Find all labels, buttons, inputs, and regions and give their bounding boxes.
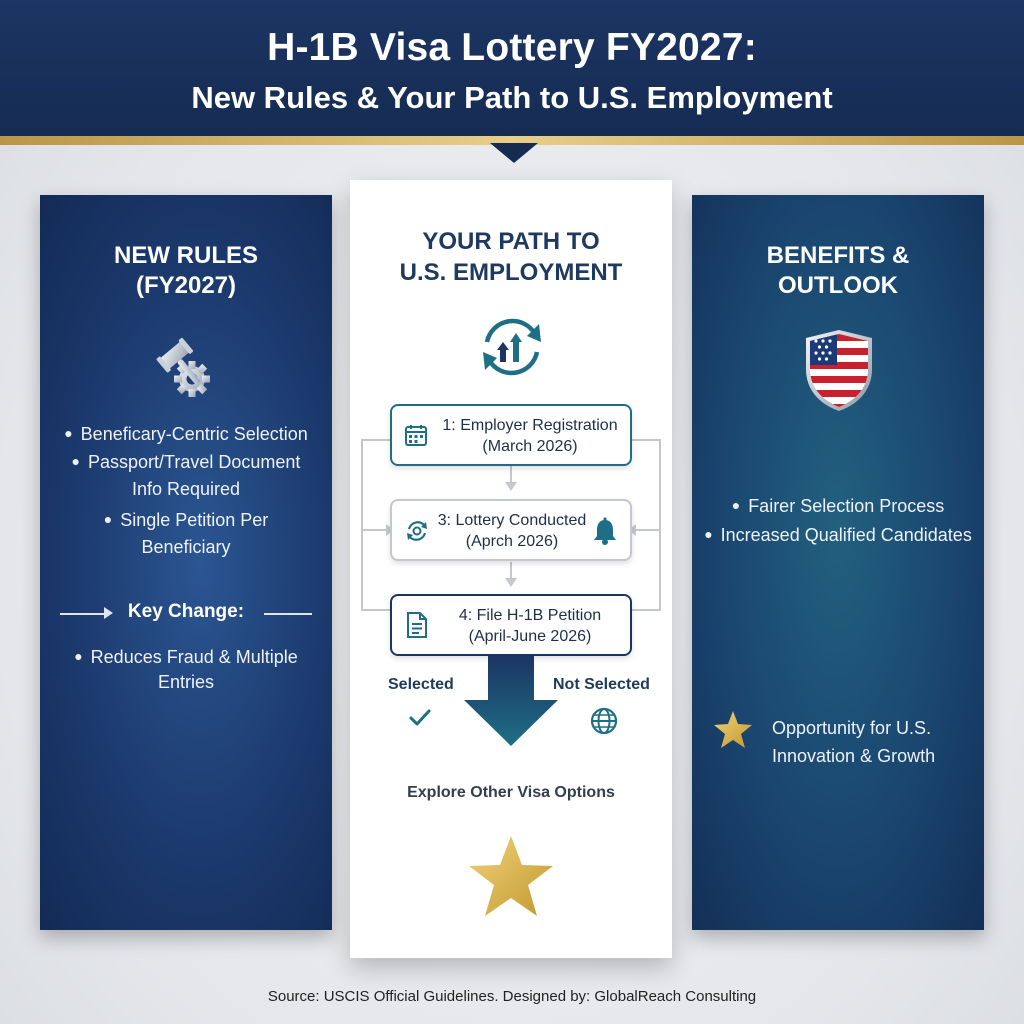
bullet-dot: ●: [704, 526, 713, 542]
step-file-petition: [390, 594, 632, 656]
bullet-text-continued: Info Required: [131, 479, 241, 499]
bullet-text: Fairer Selection Process: [748, 496, 945, 516]
bullet-text-continued: Entries: [157, 672, 215, 692]
list-item: [692, 492, 984, 520]
step-lottery-conducted-text: [430, 510, 594, 552]
small-gold-star-icon: [712, 710, 754, 750]
path-title-line2: U.S. EMPLOYMENT: [399, 259, 623, 286]
opportunity-line1: Opportunity for U.S.: [772, 718, 932, 738]
step-date: (March 2026): [482, 438, 578, 455]
key-change-line-right: [264, 613, 312, 615]
bullet-text: Beneficary-Centric Selection: [80, 424, 308, 444]
bullet-text: Reduces Fraud & Multiple: [90, 647, 298, 667]
new-rules-title-line2: (FY2027): [135, 272, 237, 299]
not-selected-label: Not Selected: [553, 676, 650, 693]
benefits-title-line1: BENEFITS &: [766, 242, 910, 269]
bullet-text: Increased Qualified Candidates: [720, 525, 972, 545]
spin-icon: [404, 518, 430, 544]
explore-options-label: Explore Other Visa Options: [407, 784, 615, 801]
document-icon: [406, 611, 428, 639]
bullet-text: Passport/Travel Document: [88, 452, 301, 472]
list-item: [40, 643, 332, 671]
opportunity-line2: Innovation & Growth: [772, 746, 936, 766]
header-pointer: [490, 143, 538, 163]
selected-label: Selected: [388, 676, 454, 693]
bell-icon: [592, 517, 618, 545]
list-item: [40, 506, 332, 534]
new-rules-panel: [40, 195, 332, 930]
step-label: 1: Employer Registration: [442, 417, 618, 434]
list-item: [40, 448, 332, 476]
source-credit: Source: USCIS Official Guidelines. Designed by: GlobalReach Consulting: [267, 988, 757, 1005]
opportunity-text: [772, 714, 935, 770]
benefits-panel: [692, 195, 984, 930]
path-panel: [350, 180, 672, 958]
step-file-petition-text: [436, 605, 624, 647]
new-rules-title: [40, 241, 332, 301]
bullet-text-continued: Beneficiary: [141, 537, 231, 557]
key-change-heading: [60, 598, 312, 628]
page-subtitle: New Rules & Your Path to U.S. Employment: [191, 80, 833, 115]
path-title-line1: YOUR PATH TO: [422, 228, 600, 255]
step-label: 3: Lottery Conducted: [437, 512, 587, 529]
new-rules-title-line1: NEW RULES: [114, 242, 258, 269]
us-flag-shield-icon: [804, 329, 874, 411]
down-arrow-icon: [462, 656, 560, 748]
page-title: H-1B Visa Lottery FY2027:: [267, 26, 757, 69]
globe-icon: [589, 706, 619, 736]
list-item: [40, 420, 332, 448]
list-item: [692, 521, 984, 549]
benefits-title-line2: OUTLOOK: [778, 272, 898, 299]
bullet-dot: ●: [74, 648, 83, 664]
bullet-dot: ●: [64, 425, 73, 441]
bullet-dot: ●: [731, 497, 741, 513]
step-date: (Aprch 2026): [465, 533, 559, 550]
key-change-label: Key Change:: [127, 601, 245, 622]
checkmark-icon: [408, 708, 432, 728]
bullet-dot: ●: [103, 511, 113, 527]
step-date: (April-June 2026): [468, 628, 592, 645]
step-employer-registration: [390, 404, 632, 466]
benefits-title: [692, 241, 984, 301]
gavel-gear-icon: [152, 335, 216, 399]
gold-star-icon: [466, 834, 556, 920]
bullet-dot: ●: [71, 453, 81, 469]
step-employer-registration-text: [436, 415, 624, 457]
step-label: 4: File H-1B Petition: [458, 607, 602, 624]
bullet-text: Single Petition Per: [120, 510, 269, 530]
step-lottery-conducted: [390, 499, 632, 561]
calendar-icon: [404, 423, 428, 447]
header-banner: [0, 0, 1024, 136]
